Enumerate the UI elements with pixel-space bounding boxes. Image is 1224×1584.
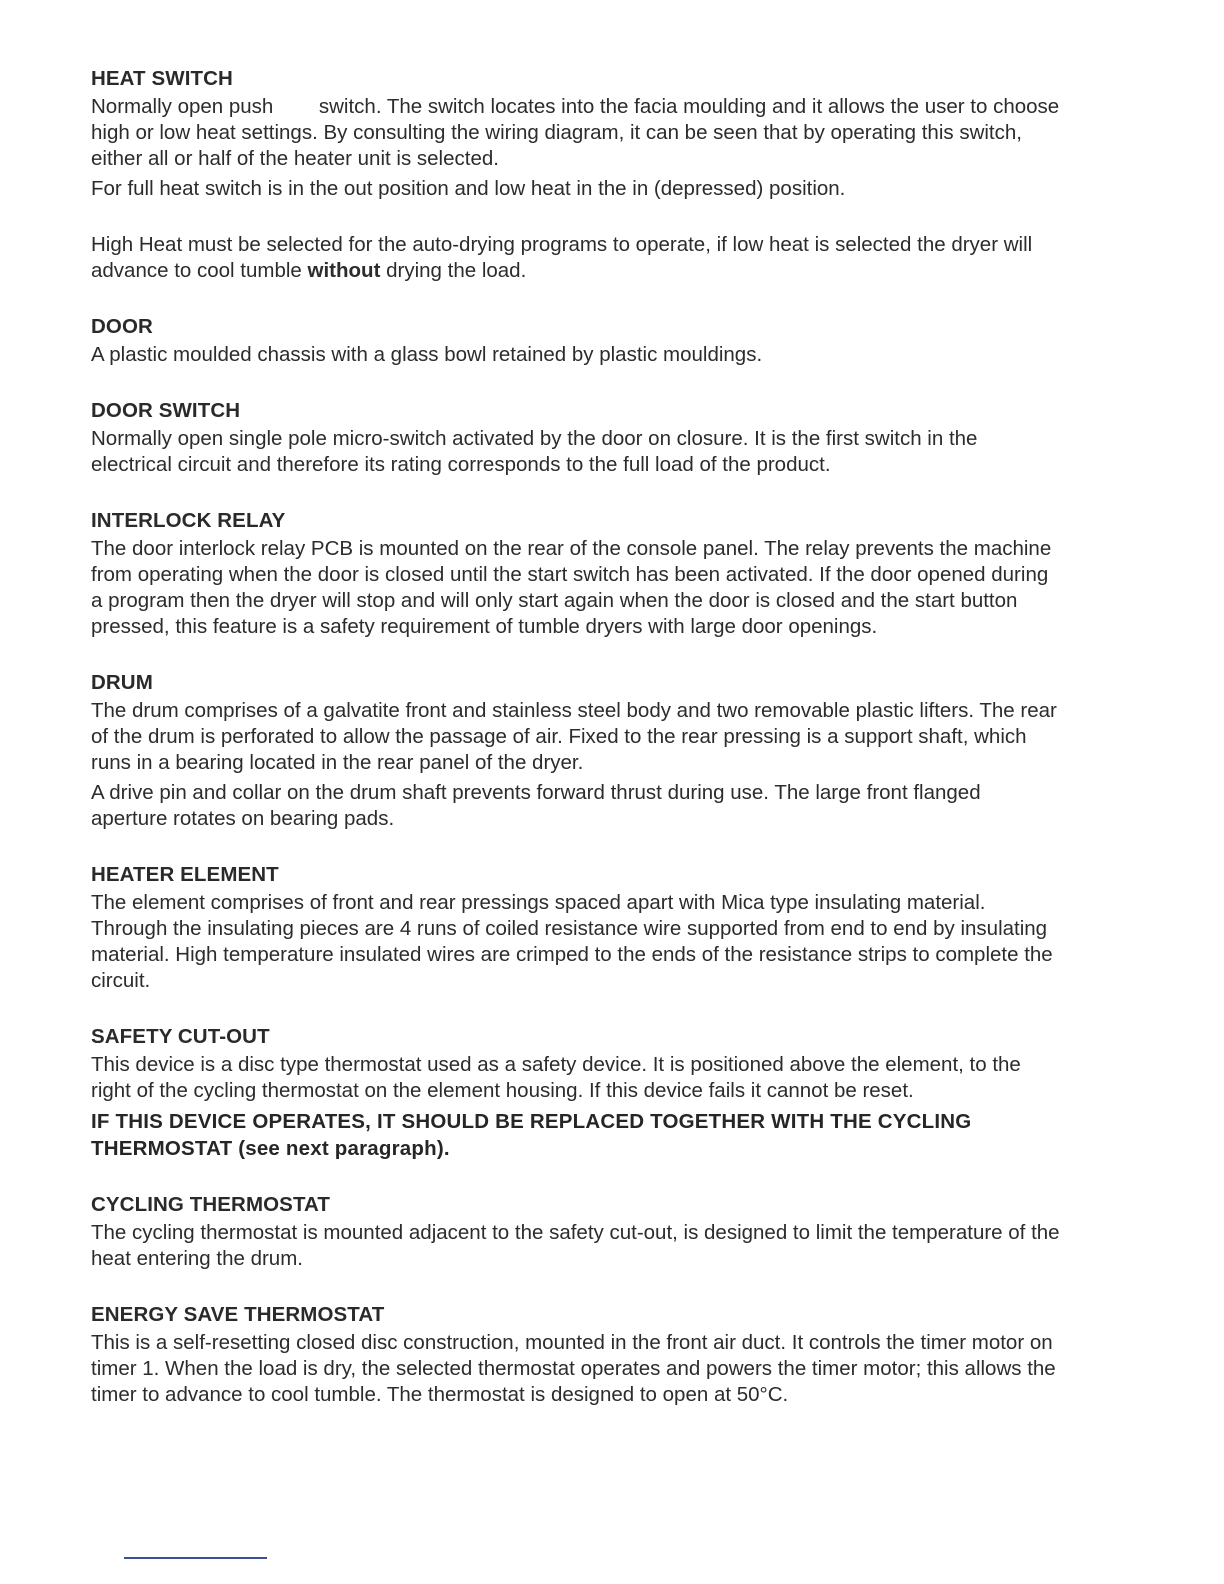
heading-heater-element: HEATER ELEMENT (91, 863, 279, 886)
interlock-relay-paragraph: The door interlock relay PCB is mounted on the rear of the console panel. The relay prevents the machine from operating when the door is closed until the start switch has been activated. If the door opened during a program then the dryer will stop and will only start again when the door is closed and the start button pressed, this feature is a safety requirement of tumble dryers with large door openings. (91, 537, 1052, 638)
section-door (91, 314, 1061, 368)
heading-drum: DRUM (91, 671, 153, 694)
heading-interlock-relay: INTERLOCK RELAY (91, 509, 286, 532)
drum-paragraph-2: A drive pin and collar on the drum shaft prevents forward thrust during use. The large front flanged aperture rotates on bearing pads. (91, 781, 981, 830)
energy-save-thermostat-paragraph: This is a self-resetting closed disc construction, mounted in the front air duct. It controls the timer motor on timer 1. When the load is dry, the selected thermostat operates and powers the timer motor; this allows the timer to advance to cool tumble. The thermostat is designed to open at 50°C. (91, 1331, 1056, 1406)
heading-door-switch: DOOR SWITCH (91, 399, 241, 422)
heading-door: DOOR (91, 315, 153, 338)
door-paragraph: A plastic moulded chassis with a glass bowl retained by plastic mouldings. (91, 343, 763, 366)
heat-switch-p3-end: drying the load. (380, 259, 527, 282)
document-page (91, 66, 1065, 1438)
section-drum (91, 670, 1061, 832)
heat-switch-p3-bold: without (307, 259, 381, 282)
heading-energy-save-thermostat: ENERGY SAVE THERMOSTAT (91, 1303, 385, 1326)
heat-switch-paragraph-1: Normally open push switch. The switch locates into the facia moulding and it allows the user to choose high or low heat settings. By consulting the wiring diagram, it can be seen that by operating this switch, either all or half of the heater unit is selected. (91, 95, 1065, 170)
safety-cut-out-paragraph: This device is a disc type thermostat used as a safety device. It is positioned above the element, to the right of the cycling thermostat on the element housing. If this device fails it cannot be reset. (91, 1053, 1021, 1102)
heading-heat-switch: HEAT SWITCH (91, 67, 233, 90)
door-switch-paragraph: Normally open single pole micro-switch activated by the door on closure. It is the first switch in the electrical circuit and therefore its rating corresponds to the full load of the product. (91, 427, 978, 476)
section-safety-cut-out (91, 1024, 1061, 1162)
section-heater-element (91, 862, 1061, 994)
section-heat-switch (91, 66, 1065, 284)
heat-switch-p3-start: High Heat must be selected for the auto-drying programs to operate, if low heat is selected the dryer will advance to cool tumble (91, 233, 1033, 282)
heat-switch-paragraph-2: For full heat switch is in the out position and low heat in the in (depressed) position. (91, 177, 846, 200)
section-interlock-relay (91, 508, 1061, 640)
heading-cycling-thermostat: CYCLING THERMOSTAT (91, 1193, 331, 1216)
heater-element-paragraph: The element comprises of front and rear pressings spaced apart with Mica type insulating material. Through the insulating pieces are 4 runs of coiled resistance wire supported from end to end by insulating material. High temperature insulated wires are crimped to the ends of the resistance strips to complete the circuit. (91, 891, 1053, 992)
cycling-thermostat-paragraph: The cycling thermostat is mounted adjacent to the safety cut-out, is designed to limit the temperature of the heat entering the drum. (91, 1221, 1060, 1270)
section-energy-save-thermostat (91, 1302, 1061, 1408)
section-door-switch (91, 398, 1061, 478)
section-cycling-thermostat (91, 1192, 1061, 1272)
footer-rule-divider (124, 1557, 267, 1559)
drum-paragraph-1: The drum comprises of a galvatite front and stainless steel body and two removable plastic lifters. The rear of the drum is perforated to allow the passage of air. Fixed to the rear pressing is a support shaft, which runs in a bearing located in the rear panel of the dryer. (91, 699, 1057, 774)
heat-switch-paragraph-3 (91, 232, 1061, 284)
safety-cut-out-warning: IF THIS DEVICE OPERATES, IT SHOULD BE REPLACED TOGETHER WITH THE CYCLING THERMOSTAT (see next paragraph). (91, 1110, 972, 1160)
heading-safety-cut-out: SAFETY CUT-OUT (91, 1025, 270, 1048)
